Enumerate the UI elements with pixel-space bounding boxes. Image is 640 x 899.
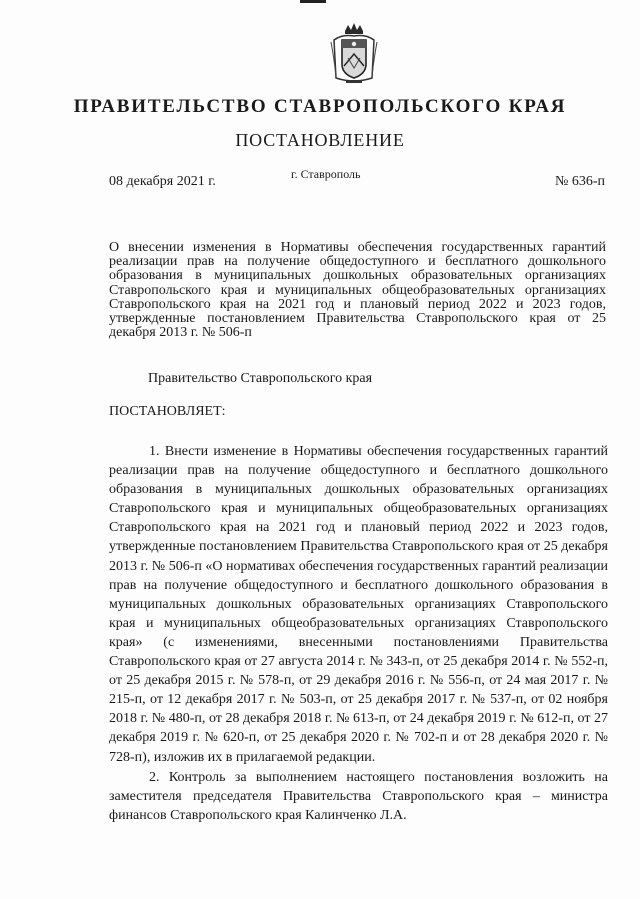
document-subject: О внесении изменения в Нормативы обеспечения государственных гарантий реализации прав на получение общедоступного и бесплатного дошкольного образования в муниципальных дошкольных образовательных организациях Ставропольского края и муниципальных общеобразовательных организациях Ставропольского края на 2021 год и плановый период 2022 и 2023 годов, утвержденные постановлением Правительства Ставропольского края от 25 декабря 2013 г. № 506-п [109,240,606,341]
paragraph-2: 2. Контроль за выполнением настоящего постановления возложить на заместителя председателя Правительства Ставропольского края – министра финансов Ставропольского края Калинченко Л.А. [109,770,608,824]
decree-word: ПОСТАНОВЛЯЕТ: [109,404,226,419]
coat-of-arms-icon [328,22,380,86]
document-type: ПОСТАНОВЛЕНИЕ [235,130,405,150]
scan-mark [300,0,326,3]
document-number: № 636-п [555,174,606,189]
paragraph-1: 1. Внести изменение в Нормативы обеспечения государственных гарантий реализации прав на получение общедоступного и бесплатного дошкольного образования в муниципальных дошкольных образовательных организациях Ставропольского края и муниципальных общеобразовательных организациях Ставропольского края на 2021 год и плановый период 2022 и 2023 годов, утвержденные постановлением Правительства Ставропольского края от 25 декабря 2013 г. № 506-п «О нормативах обеспечения государственных гарантий реализации прав на получение общедоступного и бесплатного дошкольного образования в муниципальных дошкольных образовательных организациях Ставропольского края и муниципальных общеобразовательных организациях Ставропольского края» (с изменениями, внесенными постановлениями Правительства Ставропольского края от 27 августа 2014 г. № 343-п, от 25 декабря 2014 г. № 552-п, от 25 декабря 2015 г. № 578-п, от 29 декабря 2016 г. № 556-п, от 24 мая 2017 г. № 215-п, от 12 декабря 2017 г. № 503-п, от 25 декабря 2017 г. № 537-п, от 02 ноября 2018 г. № 480-п, от 28 декабря 2018 г. № 613-п, от 24 декабря 2019 г. № 612-п, от 27 декабря 2019 г. № 620-п, от 25 декабря 2020 г. № 702-п и от 28 декабря 2020 г. № 728-п), изложив их в прилагаемой редакции. [109,444,608,765]
document-date: 08 декабря 2021 г. [109,174,216,189]
preamble: Правительство Ставропольского края [148,371,373,386]
organization-title: ПРАВИТЕЛЬСТВО СТАВРОПОЛЬСКОГО КРАЯ [73,96,567,117]
document-city: г. Ставрополь [291,167,361,181]
